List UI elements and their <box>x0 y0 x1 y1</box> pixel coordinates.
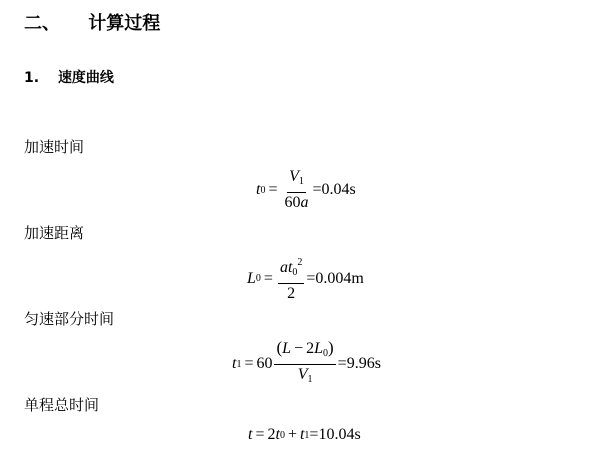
sub-one: 1 <box>304 429 310 441</box>
equals-sign: = <box>244 355 254 372</box>
sub-zero: 0 <box>279 429 285 441</box>
var-a: a <box>300 194 309 211</box>
result-constant-speed-time: =9.96s <box>337 355 381 372</box>
var-v: V <box>289 168 299 185</box>
var-a: a <box>279 259 288 276</box>
result-acceleration-time: =0.04s <box>312 181 356 198</box>
sub-one: 1 <box>236 358 242 370</box>
label-total-time: 单程总时间 <box>24 396 100 414</box>
sub-zero: 0 <box>260 184 266 196</box>
fraction <box>274 339 335 389</box>
fraction <box>278 254 304 303</box>
var-t: t <box>299 426 305 443</box>
close-paren: ) <box>328 338 334 357</box>
sub-one: 1 <box>307 374 313 385</box>
formula-total-time <box>248 426 361 444</box>
number-60: 60 <box>256 355 273 372</box>
result-total-time: =10.04s <box>309 426 361 443</box>
formula-constant-speed-time <box>232 339 381 389</box>
equals-sign: = <box>263 269 273 287</box>
fraction-numerator <box>274 339 335 365</box>
sub-zero: 0 <box>323 348 328 359</box>
subsection-title: 速度曲线 <box>57 70 114 86</box>
var-t: t <box>256 181 261 198</box>
minus-sign: − <box>294 340 304 357</box>
number-2: 2 <box>267 426 276 443</box>
fraction-denominator <box>296 365 315 389</box>
fraction-denominator <box>282 193 310 212</box>
number-2: 2 <box>306 340 315 357</box>
var-l: L <box>314 340 323 357</box>
subsection-number: 1. <box>24 70 40 86</box>
plus-sign: + <box>287 426 297 443</box>
section-heading <box>24 9 160 35</box>
open-paren: ( <box>276 338 283 357</box>
fraction-numerator <box>287 168 306 193</box>
var-v: V <box>297 366 308 383</box>
sub-zero: 0 <box>292 267 298 278</box>
sub-zero: 0 <box>255 273 261 284</box>
fraction <box>282 168 310 212</box>
equals-sign: = <box>255 426 265 443</box>
section-number: 二、 <box>24 13 60 34</box>
section-title: 计算过程 <box>88 13 161 34</box>
result-acceleration-distance: =0.004m <box>306 269 364 287</box>
var-t: t <box>275 426 280 443</box>
label-acceleration-time: 加速时间 <box>24 138 85 156</box>
fraction-denominator: 2 <box>287 285 296 302</box>
fraction-numerator <box>278 254 304 284</box>
formula-acceleration-time <box>256 168 356 212</box>
number-60: 60 <box>284 194 301 211</box>
label-constant-speed-time: 匀速部分时间 <box>24 310 115 328</box>
subsection-heading <box>24 67 114 87</box>
var-l: L <box>247 269 256 287</box>
sup-two: 2 <box>297 257 303 268</box>
var-l: L <box>282 340 292 357</box>
equals-sign: = <box>268 181 278 198</box>
formula-acceleration-distance <box>247 254 364 303</box>
sub-one: 1 <box>298 176 304 187</box>
var-t: t <box>287 259 293 276</box>
var-t: t <box>232 355 237 372</box>
var-t: t <box>248 426 253 443</box>
label-acceleration-distance: 加速距离 <box>24 224 85 242</box>
